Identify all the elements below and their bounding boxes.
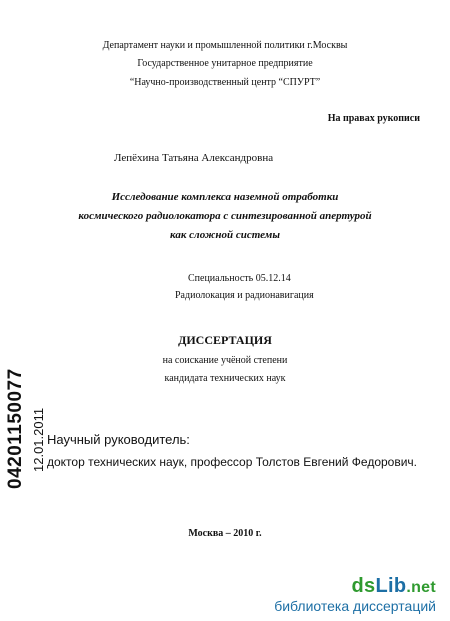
title-line-2: космического радиолокатора с синтезированной апертурой — [78, 210, 372, 222]
dslib-watermark — [274, 575, 436, 614]
specialty-code: Специальность 05.12.14 — [188, 273, 291, 284]
dissertation-line-1: на соискание учёной степени — [162, 355, 288, 366]
header-line-3: “Научно-производственный центр “СПУРТ” — [129, 77, 321, 88]
author-name: Лепёхина Татьяна Александровна — [114, 152, 274, 164]
stamp-number: 04201150077 — [5, 368, 26, 489]
header-line-2: Государственное унитарное предприятие — [137, 58, 313, 69]
header-line-1: Департамент науки и промышленной политики г.Москвы — [102, 40, 348, 51]
title-line-1: Исследование комплекса наземной отработки — [111, 191, 339, 203]
rights-notice: На правах рукописи — [327, 113, 420, 124]
dissertation-line-2: кандидата технических наук — [164, 373, 286, 384]
city-year: Москва – 2010 г. — [188, 528, 262, 539]
dissertation-heading: ДИССЕРТАЦИЯ — [178, 333, 272, 347]
supervisor-name: доктор технических наук, профессор Толстов Евгений Федорович. — [47, 455, 418, 469]
stamp-date: 12.01.2011 — [31, 407, 46, 472]
title-line-3: как сложной системы — [170, 229, 280, 241]
dslib-logo: dsLib.net — [351, 575, 436, 597]
dslib-caption: библиотека диссертаций — [274, 598, 436, 614]
supervisor-label: Научный руководитель: — [47, 432, 190, 447]
specialty-name: Радиолокация и радионавигация — [175, 290, 314, 301]
